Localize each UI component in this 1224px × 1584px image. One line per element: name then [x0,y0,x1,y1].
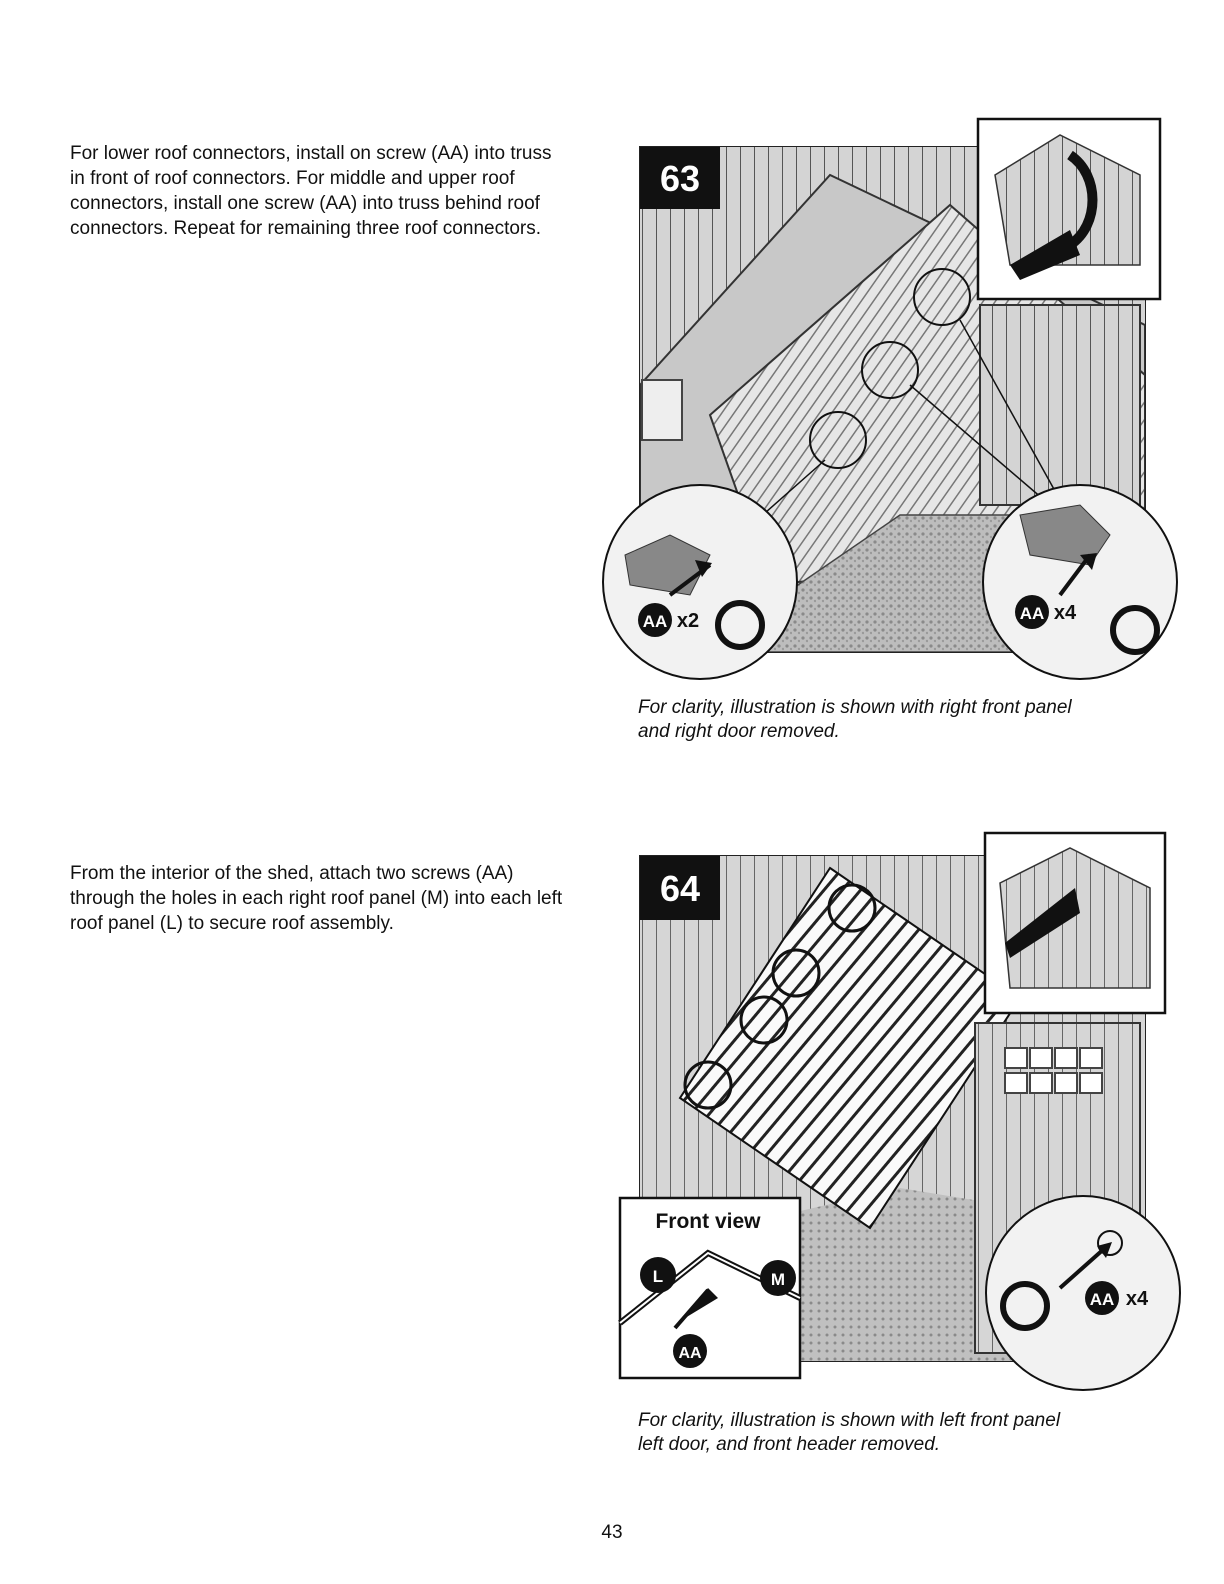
svg-text:AA: AA [678,1345,702,1362]
step-63-detail-right [983,485,1177,679]
step-64-detail-right [986,1196,1180,1390]
step-63-illustration [600,115,1180,690]
front-view-label: Front view [655,1210,761,1233]
svg-text:x4: x4 [1125,1288,1149,1310]
svg-text:x2: x2 [676,610,700,632]
step-64-caption: For clarity, illustration is shown with left front panel left door, and front header removed. [638,1410,1061,1455]
step-63-detail-left [603,485,797,679]
svg-text:M: M [770,1270,786,1289]
step-63-instruction: For lower roof connectors, install on screw (AA) into truss in front of roof connectors. For middle and upper roof connectors, install one screw (AA) into truss behind roof connectors. Repeat for remaining three roof connectors. [70,143,552,239]
step-64-illustration [600,828,1190,1403]
svg-text:x4: x4 [1053,602,1077,624]
svg-text:AA: AA [1089,1290,1115,1309]
svg-text:AA: AA [642,612,668,631]
svg-text:AA: AA [1019,604,1045,623]
step-63-number: 63 [659,158,701,199]
step-64-number: 64 [659,868,701,909]
svg-text:L: L [652,1267,664,1286]
page-number: 43 [601,1522,623,1543]
step-63-caption: For clarity, illustration is shown with right front panel and right door removed. [638,697,1072,742]
step-64-instruction: From the interior of the shed, attach two screws (AA) through the holes in each right roof panel (M) into each left roof panel (L) to secure roof assembly. [70,863,563,934]
